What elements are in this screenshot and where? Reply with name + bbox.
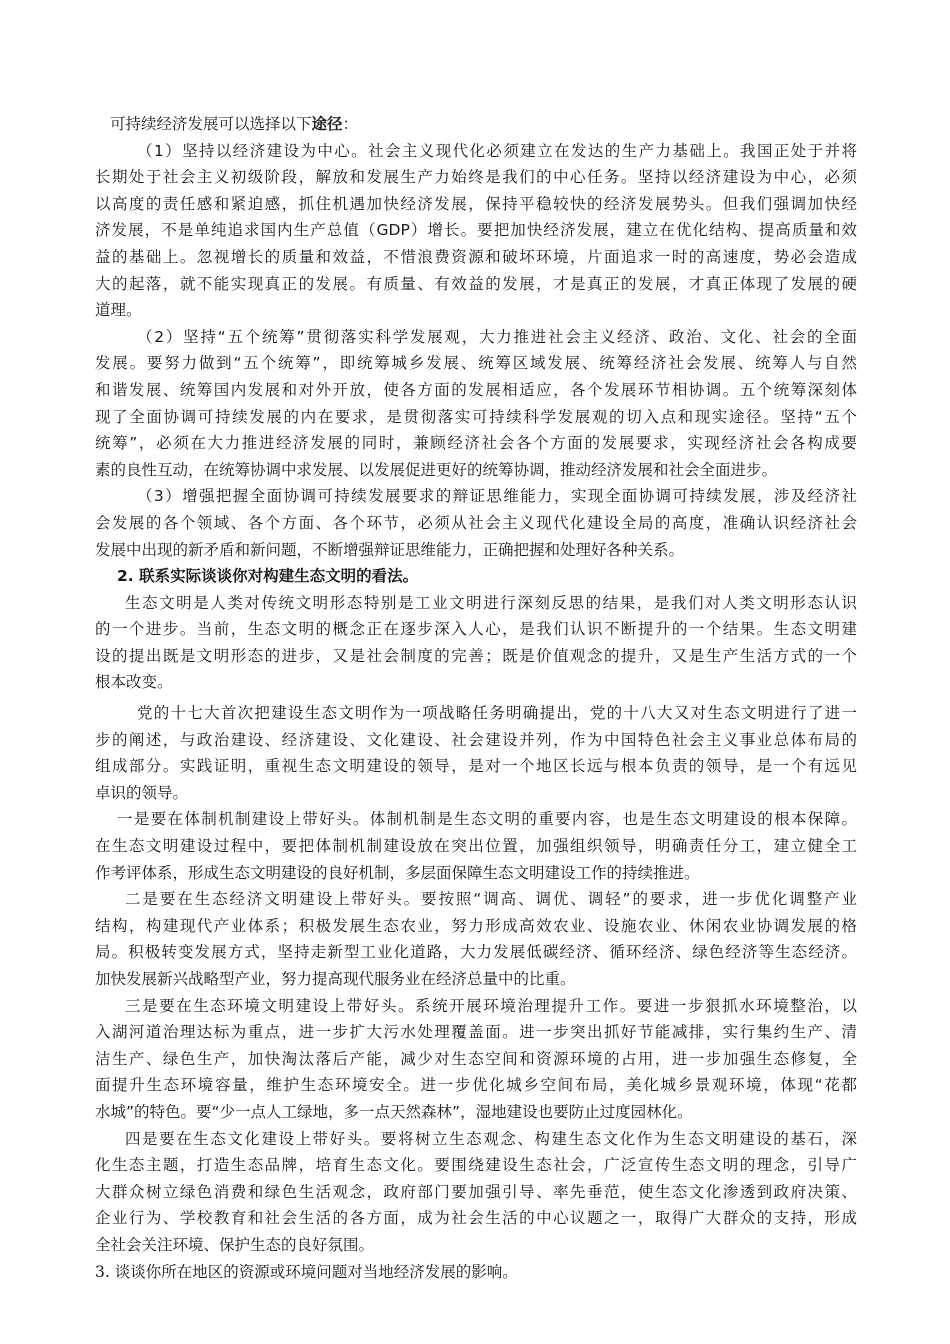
eco-paragraph-4 bbox=[95, 886, 857, 992]
eco-6-line: 四是要在生态文化建设上带好头。要将树立生态观念、构建生态文化作为生态文明建设的基石，深 bbox=[125, 1129, 857, 1148]
eco-1-line: 生态文明是人类对传统文明形态特别是工业文明进行深刻反思的结果，是我们对人类文明形态认识 bbox=[125, 593, 857, 612]
item-2-line: 和谐发展、统筹国内发展和对外开放，使各方面的发展相适应，各个发展环节相协调。五个统筹深刻体 bbox=[95, 380, 857, 399]
eco-4-line: 二是要在生态经济文明建设上带好头。要按照“调高、调优、调轻”的要求，进一步优化调整产业 bbox=[125, 890, 857, 909]
item-1-line: 济发展，不是单纯追求国内生产总值（GDP）增长。要把加快经济发展，建立在优化结构、提高质量和效 bbox=[95, 221, 857, 240]
eco-4-line: 结构，构建现代产业体系；积极发展生态农业，努力形成高效农业、设施农业、休闲农业协调发展的格 bbox=[95, 916, 857, 935]
eco-6-line: 化生态主题，打造生态品牌，培育生态文化。要围绕建设生态社会，广泛宣传生态文明的理念，引导广 bbox=[95, 1156, 857, 1175]
eco-3-line: 作考评体系，形成生态文明建设的良好机制，多层面保障生态文明建设工作的持续推进。 bbox=[95, 863, 700, 882]
document-body bbox=[95, 111, 857, 1285]
eco-1-line: 根本改变。 bbox=[95, 673, 173, 692]
item-3-line: 发展中出现的新矛盾和新问题，不断增强辩证思维能力，正确把握和处理好各种关系。 bbox=[95, 540, 685, 559]
eco-1-line: 设的提出既是文明形态的进步，又是社会制度的完善；既是价值观念的提升，又是生产生活方式的一个 bbox=[95, 646, 857, 665]
item-2-paragraph bbox=[95, 324, 857, 484]
eco-5-line: 洁生产、绿色生产，加快淘汰落后产能，减少对生态空间和资源环境的占用，进一步加强生态修复，全 bbox=[95, 1049, 857, 1068]
item-2-line: 现了全面协调可持续发展的内在要求，是贯彻落实可持续科学发展观的切入点和现实途径。坚持“五个 bbox=[95, 407, 857, 426]
eco-paragraph-1 bbox=[95, 590, 857, 696]
eco-3-line: 在生态文明建设过程中，要把体制机制建设放在突出位置，加强组织领导，明确责任分工，建立健全工 bbox=[95, 837, 857, 856]
eco-4-line: 加快发展新兴战略型产业，努力提高现代服务业在经济总量中的比重。 bbox=[95, 970, 576, 988]
item-1-line: 长期处于社会主义初级阶段，解放和发展生产力始终是我们的中心任务。坚持以经济建设为中心，必须 bbox=[95, 168, 857, 187]
item-2-line: 素的良性互动，在统筹协调中求发展、以发展促进更好的统筹协调，推动经济发展和社会全面进步。 bbox=[95, 460, 778, 479]
eco-5-line: 入湖河道治理达标为重点，进一步扩大污水处理覆盖面。进一步突出抓好节能减排，实行集约生产、清 bbox=[95, 1023, 857, 1042]
item-3-line: （3）增强把握全面协调可持续发展要求的辩证思维能力，实现全面协调可持续发展，涉及经济社 bbox=[137, 487, 857, 506]
item-1-line: （1）坚持以经济建设为中心。社会主义现代化必须建立在发达的生产力基础上。我国正处于并将 bbox=[137, 141, 857, 160]
item-2-line: （2）坚持“五个统筹”贯彻落实科学发展观，大力推进社会主义经济、政治、文化、社会的全面 bbox=[137, 327, 857, 346]
item-3-paragraph bbox=[95, 483, 857, 563]
eco-5-line: 三是要在生态环境文明建设上带好头。系统开展环境治理提升工作。要进一步狠抓水环境整治，以 bbox=[125, 996, 857, 1015]
eco-6-line: 企业行为、学校教育和社会生活的各方面，成为社会生活的中心议题之一，取得广大群众的支持，形成 bbox=[95, 1209, 857, 1228]
item-1-line: 益的基础上。忽视增长的质量和效益，不惜浪费资源和破坏环境，片面追求一时的高速度，势必会造成 bbox=[95, 247, 857, 266]
item-1-paragraph bbox=[95, 138, 857, 324]
eco-5-line: 面提升生态环境容量，维护生态环境安全。进一步优化城乡空间布局，美化城乡景观环境，体现“花都 bbox=[95, 1076, 857, 1095]
eco-paragraph-5 bbox=[95, 993, 857, 1126]
eco-2-line: 组成部分。实践证明，重视生态文明建设的领导，是对一个地区长远与根本负责的领导，是一个有远见 bbox=[95, 757, 857, 776]
eco-2-line: 卓识的领导。 bbox=[95, 783, 189, 802]
eco-5-line: 水城”的特色。要“少一点人工绿地，多一点天然森林”，湿地建设也要防止过度园林化。 bbox=[95, 1102, 693, 1121]
eco-6-line: 大群众树立绿色消费和绿色生活观念，政府部门要加强引导、率先垂范，使生态文化渗透到政府决策、 bbox=[95, 1182, 857, 1201]
eco-1-line: 的一个进步。当前，生态文明的概念正在逐步深入人心，是我们认识不断提升的一个结果。生态文明建 bbox=[95, 620, 857, 639]
intro-line bbox=[95, 111, 857, 138]
eco-2-line: 步的阐述，与政治建设、经济建设、文化建设、社会建设并列，作为中国特色社会主义事业总体布局的 bbox=[95, 730, 857, 749]
item-2-line: 统筹”，必须在大力推进经济发展的同时，兼顾经济社会各个方面的发展要求，实现经济社会各构成要 bbox=[95, 434, 857, 453]
eco-paragraph-2 bbox=[95, 700, 857, 806]
eco-paragraph-3 bbox=[95, 806, 857, 886]
question-2-heading: 2. 联系实际谈谈你对构建生态文明的看法。 bbox=[117, 567, 419, 586]
item-1-line: 道理。 bbox=[95, 301, 142, 320]
eco-6-line: 全社会关注环境、保护生态的良好氛围。 bbox=[95, 1235, 375, 1254]
item-2-line: 发展。要努力做到“五个统筹”，即统筹城乡发展、统筹区域发展、统筹经济社会发展、统筹人与自然 bbox=[95, 354, 857, 373]
item-1-line: 大的起落，就不能实现真正的发展。有质量、有效益的发展，才是真正的发展，才真正体现了发展的硬 bbox=[95, 274, 857, 293]
question-3-heading: 3. 谈谈你所在地区的资源或环境问题对当地经济发展的影响。 bbox=[95, 1262, 518, 1281]
eco-4-line: 局。积极转变发展方式，坚持走新型工业化道路，大力发展低碳经济、循环经济、绿色经济等生态经济。 bbox=[95, 943, 857, 962]
intro-emphasis: 途径 bbox=[311, 115, 343, 133]
intro-suffix: ： bbox=[342, 115, 359, 133]
eco-2-line: 党的十七大首次把建设生态文明作为一项战略任务明确提出，党的十八大又对生态文明进行了进一 bbox=[137, 704, 857, 723]
eco-paragraph-6 bbox=[95, 1126, 857, 1259]
item-1-line: 以高度的责任感和紧迫感，抓住机遇加快经济发展，保持平稳较快的经济发展势头。但我们强调加快经 bbox=[95, 194, 857, 213]
item-3-line: 会发展的各个领域、各个方面、各个环节，必须从社会主义现代化建设全局的高度，准确认识经济社会 bbox=[95, 513, 857, 532]
eco-3-line: 一是要在体制机制建设上带好头。体制机制是生态文明的重要内容，也是生态文明建设的根本保障。 bbox=[117, 810, 857, 829]
intro-prefix: 可持续经济发展可以选择以下 bbox=[110, 115, 312, 133]
